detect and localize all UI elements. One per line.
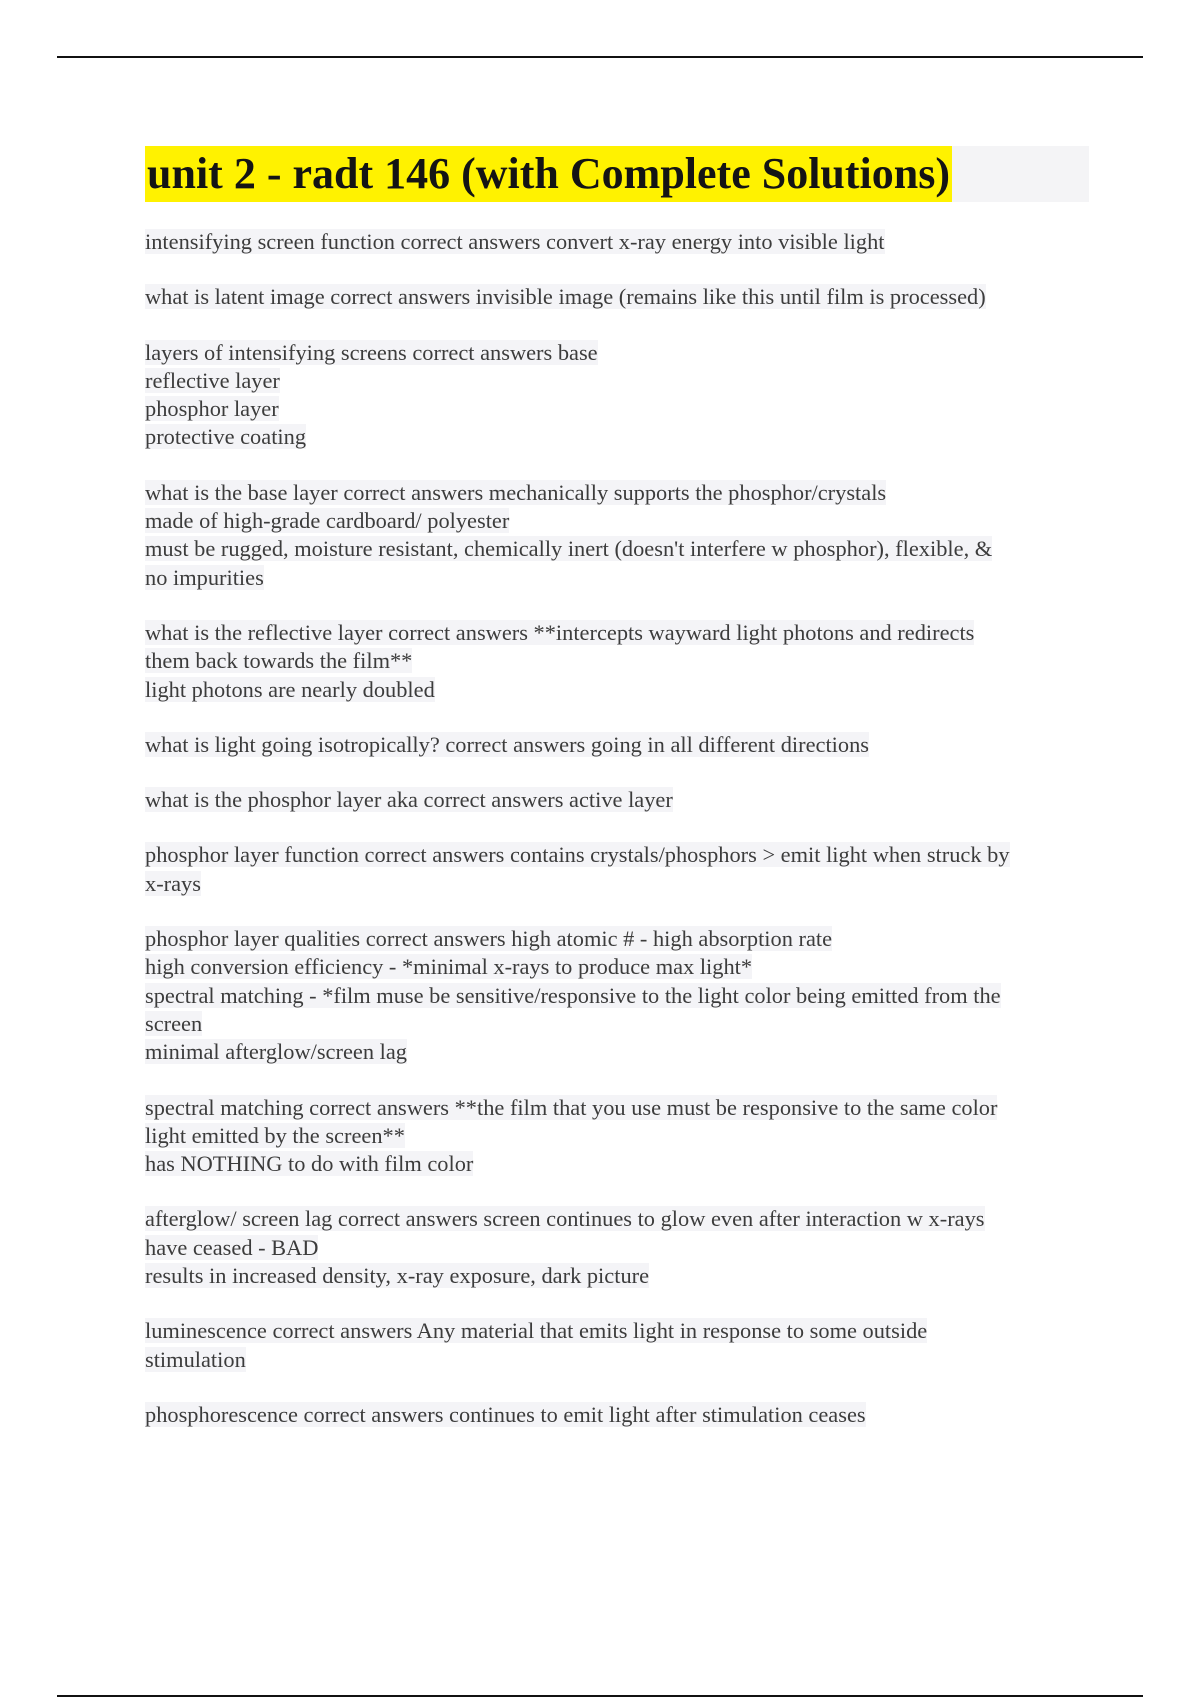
qa-line-text: what is the base layer correct answers mechanically supports the phosphor/crystals (145, 479, 887, 505)
qa-line (145, 1317, 1090, 1345)
page-title: unit 2 - radt 146 (with Complete Solutions) (145, 146, 952, 202)
qa-line-text: luminescence correct answers Any material that emits light in response to some outside (145, 1318, 928, 1344)
qa-line-text: spectral matching correct answers **the film that you use must be responsive to the same color (145, 1094, 998, 1120)
qa-line-text: what is the phosphor layer aka correct answers active layer (145, 787, 673, 813)
qa-line-text: spectral matching - *film muse be sensitive/responsive to the light color being emitted from the (145, 982, 1001, 1008)
qa-line (145, 1205, 1090, 1233)
qa-line (145, 647, 1090, 675)
title-band (145, 146, 1089, 202)
qa-line-text: stimulation (145, 1346, 246, 1372)
qa-entry (145, 925, 1090, 1066)
qa-line-text: phosphor layer function correct answers contains crystals/phosphors > emit light when struck by (145, 842, 1010, 868)
qa-entry (145, 228, 1090, 256)
qa-line-text: light photons are nearly doubled (145, 676, 435, 702)
qa-line-text: what is latent image correct answers invisible image (remains like this until film is processed) (145, 284, 986, 310)
qa-line-text: what is the reflective layer correct answers **intercepts wayward light photons and redirects (145, 619, 975, 645)
qa-line-text: has NOTHING to do with film color (145, 1151, 474, 1177)
qa-entry (145, 479, 1090, 592)
qa-line-text: them back towards the film** (145, 648, 413, 674)
qa-line-text: intensifying screen function correct answers convert x-ray energy into visible light (145, 229, 885, 254)
qa-line-text: x-rays (145, 870, 201, 896)
qa-line (145, 953, 1090, 981)
qa-line-text: minimal afterglow/screen lag (145, 1039, 407, 1065)
qa-line-text: protective coating (145, 424, 307, 450)
qa-line (145, 841, 1090, 869)
qa-line-text: must be rugged, moisture resistant, chemically inert (doesn't interfere w phosphor), flexible, & (145, 536, 993, 562)
qa-entry (145, 619, 1090, 704)
qa-line-text: made of high-grade cardboard/ polyester (145, 508, 510, 534)
qa-line (145, 619, 1090, 647)
top-rule (57, 56, 1143, 58)
qa-entry (145, 786, 1090, 814)
qa-entry (145, 731, 1090, 759)
qa-line (145, 1122, 1090, 1150)
qa-line (145, 1038, 1090, 1066)
qa-line (145, 1094, 1090, 1122)
qa-line (145, 507, 1090, 535)
qa-entry (145, 841, 1090, 898)
qa-line-text: have ceased - BAD (145, 1234, 319, 1260)
qa-line (145, 1346, 1090, 1374)
qa-line (145, 535, 1090, 563)
qa-line-text: high conversion efficiency - *minimal x-rays to produce max light* (145, 954, 753, 980)
qa-line (145, 786, 1090, 814)
qa-line-text: light emitted by the screen** (145, 1122, 405, 1148)
qa-line (145, 479, 1090, 507)
qa-entry (145, 1205, 1090, 1290)
qa-line-text: results in increased density, x-ray exposure, dark picture (145, 1263, 650, 1289)
qa-line (145, 1010, 1090, 1038)
qa-line-text: phosphorescence correct answers continues to emit light after stimulation ceases (145, 1401, 866, 1427)
qa-line (145, 367, 1090, 395)
qa-line-text: afterglow/ screen lag correct answers screen continues to glow even after interaction w x-rays (145, 1206, 985, 1232)
qa-line (145, 564, 1090, 592)
qa-line (145, 228, 1090, 256)
qa-entry (145, 1317, 1090, 1374)
qa-line (145, 395, 1090, 423)
qa-line (145, 1234, 1090, 1262)
document-body (145, 228, 1090, 1456)
qa-line (145, 731, 1090, 759)
qa-line (145, 283, 1090, 311)
qa-line (145, 925, 1090, 953)
qa-entry (145, 283, 1090, 311)
qa-line (145, 423, 1090, 451)
qa-line (145, 982, 1090, 1010)
qa-line (145, 339, 1090, 367)
qa-line (145, 1150, 1090, 1178)
qa-line (145, 870, 1090, 898)
qa-line (145, 676, 1090, 704)
qa-line-text: layers of intensifying screens correct answers base (145, 339, 598, 365)
qa-line-text: what is light going isotropically? correct answers going in all different directions (145, 731, 869, 757)
qa-entry (145, 339, 1090, 452)
bottom-rule (57, 1695, 1143, 1697)
qa-entry (145, 1401, 1090, 1429)
qa-line (145, 1262, 1090, 1290)
qa-line-text: phosphor layer (145, 396, 279, 422)
qa-line-text: screen (145, 1010, 203, 1036)
qa-line (145, 1401, 1090, 1429)
qa-entry (145, 1094, 1090, 1179)
qa-line-text: phosphor layer qualities correct answers high atomic # - high absorption rate (145, 926, 833, 952)
qa-line-text: no impurities (145, 564, 264, 590)
qa-line-text: reflective layer (145, 367, 280, 393)
